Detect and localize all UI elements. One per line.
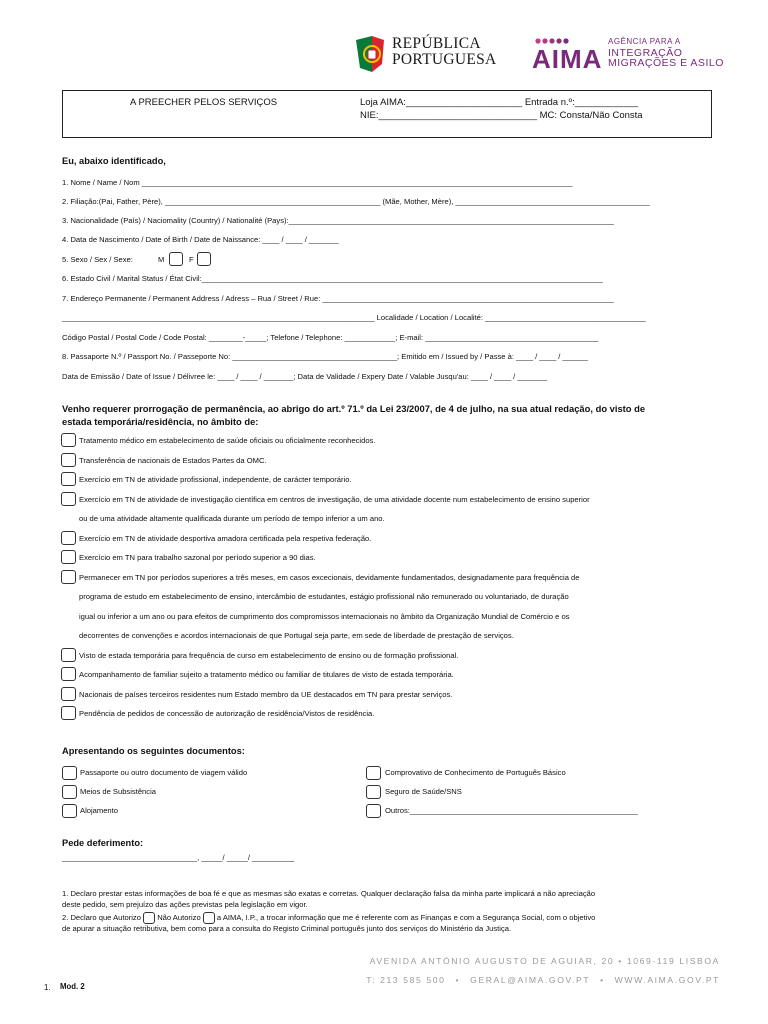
footer-phone: T: 213 585 500 xyxy=(366,975,446,985)
request-option-text: Exercício em TN de atividade de investigação científica em centros de investigação, de uma atividade docente num estabelecimento de ensino superior xyxy=(79,494,590,504)
doc-other-field[interactable]: Outros:______________________________________________________ xyxy=(385,806,638,815)
form-model: Mod. 2 xyxy=(60,982,85,991)
request-option-checkbox[interactable] xyxy=(61,472,76,486)
field-issue-validity[interactable]: Data de Emissão / Date of Issue / Délivree le: ____ / ____ / _______; Data de Validade / Expery Date / Valable Jusqu'au: ____ / ____ / _______ xyxy=(62,372,547,381)
documents-heading: Apresentando os seguintes documentos: xyxy=(62,746,245,756)
request-option-checkbox[interactable] xyxy=(61,550,76,564)
field-nationality[interactable]: 3. Nacionalidade (País) / Naciomality (Country) / Nationalité (Pays):_____________________________________________________________________________ xyxy=(62,216,614,225)
aima-subtitle xyxy=(608,37,724,69)
field-sex-label: 5. Sexo / Sex / Sexe: xyxy=(62,255,133,264)
sex-f-label: F xyxy=(189,255,194,264)
footer-address: AVENIDA ANTÓNIO AUGUSTO DE AGUIAR, 20 • 1069-119 LISBOA xyxy=(369,956,720,966)
aima-sub-line1: AGÊNCIA PARA A xyxy=(608,37,681,46)
services-box-line2: NIE:______________________________ MC: Consta/Não Consta xyxy=(360,110,643,121)
request-option-checkbox[interactable] xyxy=(61,531,76,545)
request-option-checkbox[interactable] xyxy=(61,570,76,584)
deferral-heading: Pede deferimento: xyxy=(62,838,144,848)
request-option-text: Permanecer em TN por períodos superiores a três meses, em casos excecionais, devidamente fundamentados, designadamente para frequência de xyxy=(79,572,580,582)
identification-heading: Eu, abaixo identificado, xyxy=(62,156,166,166)
republica-line1: REPÚBLICA xyxy=(392,35,481,52)
doc-subsistence-label: Meios de Subsistência xyxy=(80,787,156,796)
request-heading-line2: estada temporária/residência, no âmbito de: xyxy=(62,416,259,427)
footer-web[interactable]: WWW.AIMA.GOV.PT xyxy=(614,975,720,985)
sex-m-label: M xyxy=(158,255,165,264)
request-option-text: igual ou inferior a um ano ou para efeitos de cumprimento dos compromissos internacionais no âmbito da Organização Mundial de Comércio e os xyxy=(79,611,570,621)
request-option-text: Pendência de pedidos de concessão de autorização de residência/Vistos de residência. xyxy=(79,709,375,718)
request-option-text: Visto de estada temporária para frequência de curso em estabelecimento de ensino ou de formação profissional. xyxy=(79,650,459,660)
request-option-text: Acompanhamento de familiar sujeito a tratamento médico ou familiar de titulares de visto de estada temporária. xyxy=(79,670,454,679)
sex-f-checkbox[interactable] xyxy=(197,252,211,266)
services-box-title: A PREECHER PELOS SERVIÇOS xyxy=(130,97,278,108)
footer-separator: • xyxy=(455,975,461,985)
field-postal-phone-email[interactable]: Código Postal / Postal Code / Code Postal: ________-_____; Telefone / Telephone: ____________; E-mail: _________________________________________ xyxy=(62,333,599,342)
deferral-signature-line[interactable]: ________________________________, _____/ _____/ __________ xyxy=(62,853,295,862)
declaration-1-line1: 1. Declaro prestar estas informações de boa fé e que as mesmas são exatas e corretas. Qualquer declaração falsa da minha parte implicará a não apreciação xyxy=(62,889,596,898)
declaration-2-line2: de apurar a situação retributiva, bem como para a consulta do Registo Criminal português junto dos serviços do Ministério da Justiça. xyxy=(62,924,512,933)
request-option-text: Exercício em TN para trabalho sazonal por período superior a 90 dias. xyxy=(79,553,316,562)
declaration-2-not-authorize-label: Não Autorizo xyxy=(157,913,201,922)
field-passport[interactable]: 8. Passaporte N.º / Passport No. / Passeporte No: _______________________________________; Emitido em / Issued by / Passe à: ____ / ____ / ______ xyxy=(62,352,588,361)
request-option-text: programa de estudo em estabelecimento de ensino, intercâmbio de estudantes, estágio profissional não remunerado ou voluntariado, de duração xyxy=(79,592,569,601)
authorize-checkbox[interactable] xyxy=(143,912,155,924)
request-option-checkbox[interactable] xyxy=(61,648,76,662)
field-filiation[interactable]: 2. Filiação:(Pai, Father, Père), ___________________________________________________ (Mãe, Mother, Mère), ______________________________________________ xyxy=(62,197,650,206)
request-option-checkbox[interactable] xyxy=(61,706,76,720)
doc-passport-label: Passaporte ou outro documento de viagem válido xyxy=(80,768,248,777)
request-option-checkbox[interactable] xyxy=(61,433,76,447)
request-option-checkbox[interactable] xyxy=(61,453,76,467)
doc-health-insurance-label: Seguro de Saúde/SNS xyxy=(385,787,462,796)
field-locality[interactable]: __________________________________________________________________________ Localidade / Location / Localité: ______________________________________ xyxy=(62,313,646,322)
not-authorize-checkbox[interactable] xyxy=(203,912,215,924)
doc-passport-checkbox[interactable] xyxy=(62,766,77,780)
declaration-2-text: a AIMA, I.P., a trocar informação que me é referente com as Finanças e com a Segurança Social, com o objetivo xyxy=(216,913,596,922)
doc-housing-label: Alojamento xyxy=(80,806,118,815)
request-option-text: Nacionais de países terceiros residentes num Estado membro da UE destacados em TN para prestar serviços. xyxy=(79,689,453,699)
request-option-checkbox[interactable] xyxy=(61,492,76,506)
declaration-2-authorize-label: 2. Declaro que Autorizo xyxy=(62,913,141,922)
doc-health-insurance-checkbox[interactable] xyxy=(366,785,381,799)
republica-line2: PORTUGUESA xyxy=(392,51,497,68)
request-option-text: Tratamento médico em estabelecimento de saúde oficiais ou oficialmente reconhecidos. xyxy=(79,436,376,445)
doc-subsistence-checkbox[interactable] xyxy=(62,785,77,799)
request-option-text: Exercício em TN de atividade profissional, independente, de carácter temporário. xyxy=(79,475,352,484)
declaration-1-line2: deste pedido, sem prejuízo das ações previstas pela legislação em vigor. xyxy=(62,900,308,909)
republica-portuguesa-logo xyxy=(392,36,497,68)
footer-separator: • xyxy=(600,975,605,985)
sex-m-checkbox[interactable] xyxy=(169,252,183,266)
page-number: 1. xyxy=(44,983,51,992)
aima-sub-line2: INTEGRAÇÃO xyxy=(608,46,683,59)
request-option-text: Exercício em TN de atividade desportiva amadora certificada pela respetiva federação. xyxy=(79,533,372,543)
request-option-checkbox[interactable] xyxy=(61,667,76,681)
declaration-2-line1 xyxy=(62,912,595,924)
field-marital-status[interactable]: 6. Estado Civil / Marital Status / État Civil:_______________________________________________________________________________________________ xyxy=(62,274,603,283)
field-name[interactable]: 1. Nome / Name / Nom ______________________________________________________________________________________________________ xyxy=(62,178,573,187)
aima-sub-line3: MIGRAÇÕES E ASILO xyxy=(608,57,724,69)
doc-portuguese-label: Comprovativo de Conhecimento de Português Básico xyxy=(385,768,566,777)
request-option-text: decorrentes de convenções e acordos internacionais de que Portugal seja parte, em sede de liberdade de prestação de serviços. xyxy=(79,631,514,640)
republica-portuguesa-emblem xyxy=(352,34,388,74)
request-heading-line1: Venho requerer prorrogação de permanência, ao abrigo do art.º 71.º da Lei 23/2007, de 4 de julho, na sua atual redação, do visto de xyxy=(62,403,646,414)
footer-contacts xyxy=(366,975,720,985)
field-birth-date[interactable]: 4. Data de Nascimento / Date of Birth / Date de Naissance: ____ / ____ / _______ xyxy=(62,235,339,244)
aima-wordmark: AIMA xyxy=(532,44,603,74)
doc-portuguese-checkbox[interactable] xyxy=(366,766,381,780)
request-option-text: ou de uma atividade altamente qualificada durante um período de tempo inferior a um ano. xyxy=(79,514,385,523)
doc-other-checkbox[interactable] xyxy=(366,804,381,818)
doc-housing-checkbox[interactable] xyxy=(62,804,77,818)
footer-email[interactable]: GERAL@AIMA.GOV.PT xyxy=(470,975,591,985)
request-option-text: Transferência de nacionais de Estados Partes da OMC. xyxy=(79,455,267,465)
request-option-checkbox[interactable] xyxy=(61,687,76,701)
services-box-line1: Loja AIMA:______________________ Entrada n.º:____________ xyxy=(360,97,639,108)
field-address[interactable]: 7. Endereço Permanente / Permanent Address / Adress – Rua / Street / Rue: _____________________________________________________________________ xyxy=(62,294,614,303)
